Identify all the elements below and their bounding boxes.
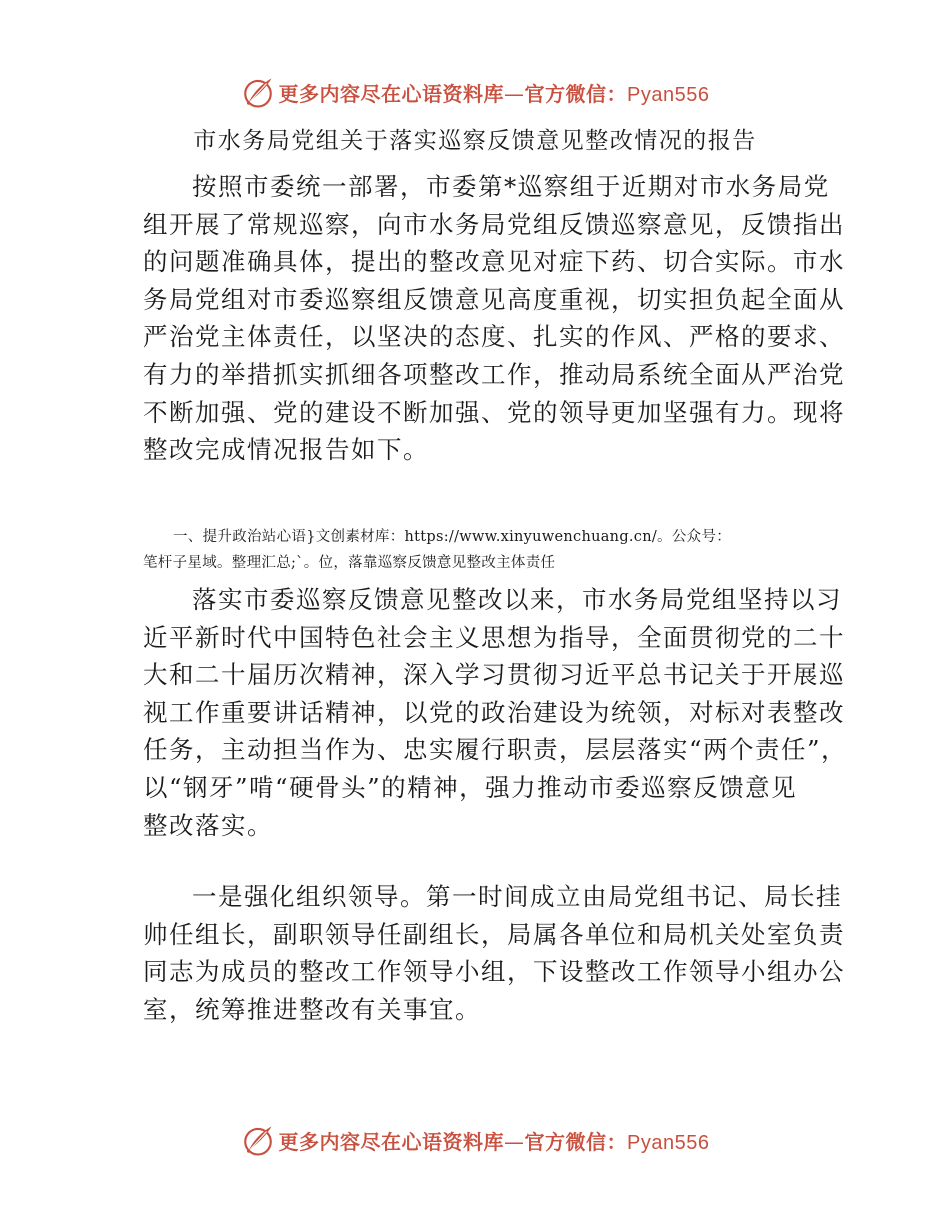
document-title: 市水务局党组关于落实巡察反馈意见整改情况的报告	[193, 128, 757, 154]
text-line: 帅任组长，副职领导任副组长，局属各单位和局机关处室负责	[143, 919, 845, 949]
banner-wechat-id: Pyan556	[627, 83, 710, 106]
text-line: 整改完成情况报告如下。	[143, 435, 429, 465]
heading-line: 一、提升政治站心语}文创素材库：https://www.xinyuwenchuang.cn/。公众号：	[173, 529, 732, 545]
banner-text	[279, 78, 710, 107]
text-line: 同志为成员的整改工作领导小组，下设整改工作领导小组办公	[143, 957, 845, 987]
text-line: 以“钢牙”啃“硬骨头”的精神，强力推动市委巡察反馈意见	[143, 772, 798, 802]
text-line: 大和二十届历次精神，深入学习贯彻习近平总书记关于开展巡	[143, 660, 845, 690]
banner-text-cn: 更多内容尽在心语资料库	[278, 81, 505, 106]
footer-banner	[0, 1120, 950, 1160]
banner-dash: —	[504, 1129, 525, 1154]
text-line: 的问题准确具体，提出的整改意见对症下药、切合实际。市水	[143, 247, 845, 277]
text-line: 室，统筹推进整改有关事宜。	[143, 994, 481, 1024]
banner-text-cn2: 官方微信：	[524, 81, 628, 106]
paragraph-leadership	[143, 878, 845, 1028]
text-line: 一是强化组织领导。第一时间成立由局党组书记、局长挂	[192, 882, 842, 911]
text-line: 近平新时代中国特色社会主义思想为指导，全面贯彻党的二十	[143, 622, 845, 652]
text-line: 整改落实。	[143, 810, 273, 840]
text-line: 组开展了常规巡察，向市水务局党组反馈巡察意见，反馈指出	[143, 209, 845, 239]
paragraph-intro	[143, 168, 845, 469]
paragraph-implementation	[143, 581, 848, 844]
text-line: 不断加强、党的建设不断加强、党的领导更加坚强有力。现将	[143, 397, 845, 427]
text-line: 落实市委巡察反馈意见整改以来，市水务局党组坚持以习	[192, 585, 842, 614]
feather-pen-logo-icon	[241, 75, 275, 109]
banner-wechat-id: Pyan556	[627, 1131, 710, 1154]
heading-line: 笔杆子星域。整理汇总;`。位，落靠巡察反馈意见整改主体责任	[143, 555, 556, 571]
feather-pen-logo-icon	[241, 1123, 275, 1157]
header-banner	[0, 72, 950, 112]
banner-text-cn2: 官方微信：	[524, 1129, 628, 1154]
text-line: 严治党主体责任，以坚决的态度、扎实的作风、严格的要求、	[143, 322, 845, 352]
section-heading	[143, 524, 823, 576]
banner-text	[279, 1126, 710, 1155]
text-line: 视工作重要讲话精神，以党的政治建设为统领，对标对表整改	[143, 697, 845, 727]
text-line: 按照市委统一部署，市委第*巡察组于近期对市水务局党	[192, 172, 830, 201]
text-line: 有力的举措抓实抓细各项整改工作，推动局系统全面从严治党	[143, 359, 845, 389]
banner-text-cn: 更多内容尽在心语资料库	[278, 1129, 505, 1154]
text-line: 务局党组对市委巡察组反馈意见高度重视，切实担负起全面从	[143, 284, 845, 314]
text-line: 任务，主动担当作为、忠实履行职责，层层落实“两个责任”，	[143, 735, 848, 765]
banner-dash: —	[504, 81, 525, 106]
